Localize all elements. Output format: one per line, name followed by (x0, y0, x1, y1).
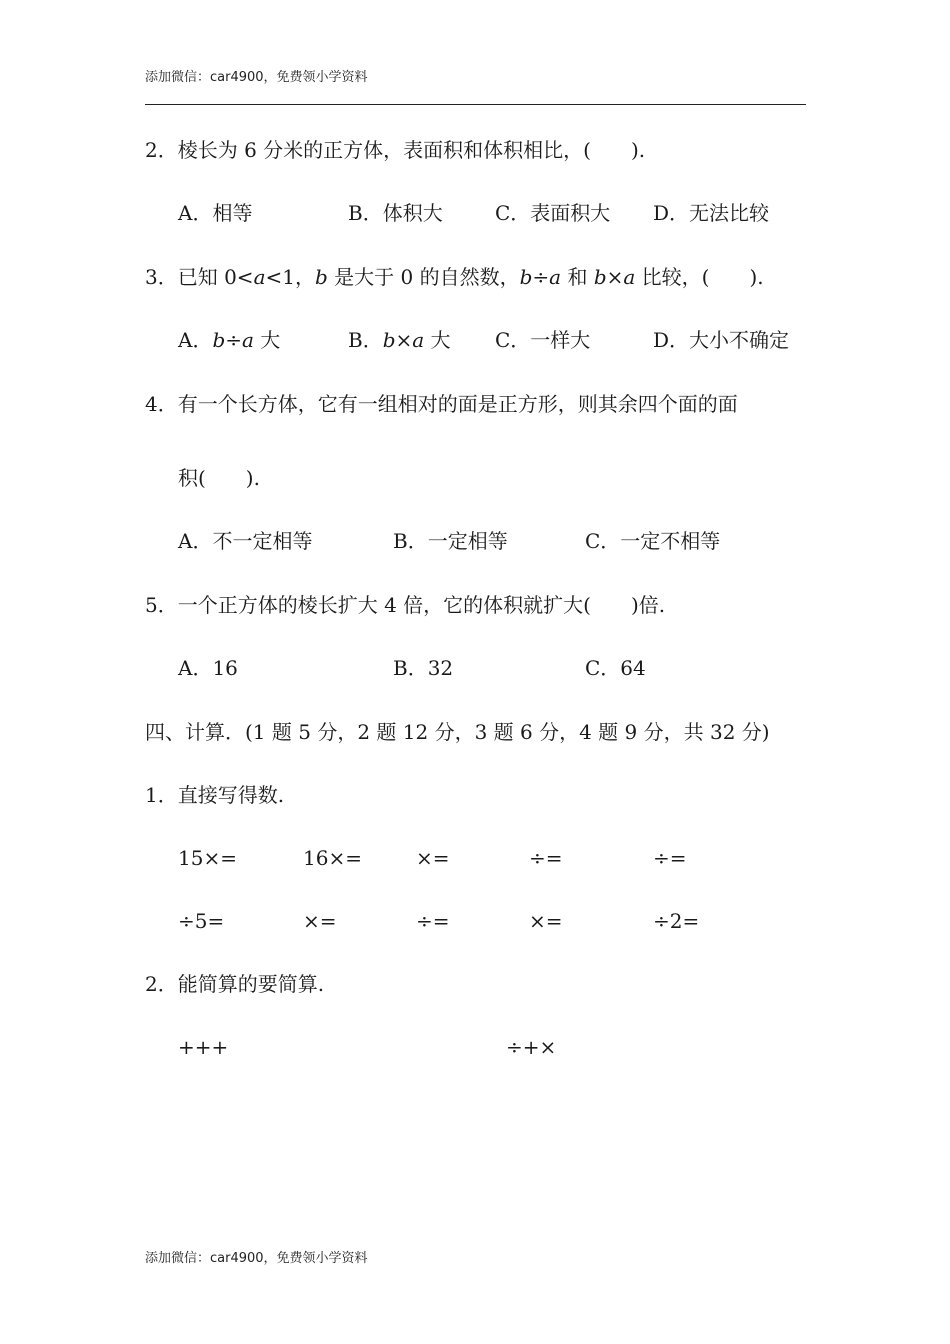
q2-option-d: D．无法比较 (653, 201, 770, 225)
page-footer-note: 添加微信：car4900，免费领小学资料 (145, 1251, 368, 1266)
q4-option-b: B．一定相等 (393, 529, 508, 553)
q3-option-d: D．大小不确定 (653, 328, 790, 352)
q2-option-a: A．相等 (178, 201, 253, 225)
q3-option-b (348, 326, 451, 354)
q3-stem (145, 263, 764, 291)
section4-title: 四、计算．(1 题 5 分，2 题 12 分，3 题 6 分，4 题 9 分，共 32 分) (145, 720, 770, 744)
q3-stem-suffix: 比较，( ). (635, 265, 764, 289)
q3-expr-div: b÷a (519, 265, 562, 289)
q3-var-b: b (315, 265, 328, 289)
calc1-r2-item2: ×= (303, 909, 337, 933)
q2-option-c: C．表面积大 (495, 201, 611, 225)
calc1-r1-item2: 16×= (303, 846, 362, 870)
q3-stem-mid1: <1， (265, 265, 315, 289)
q3-stem-mid3: 和 (561, 265, 594, 289)
calc2-item1: +++ (178, 1035, 229, 1059)
q3-option-b-letter: B． (348, 328, 383, 352)
q3-option-a-letter: A． (178, 328, 213, 352)
calc1-r2-item1: ÷5= (178, 909, 225, 933)
q4-stem-line1: 4．有一个长方体，它有一组相对的面是正方形，则其余四个面的面 (145, 392, 738, 416)
q4-option-c: C．一定不相等 (585, 529, 721, 553)
q4-stem-line2: 积( ). (178, 466, 260, 490)
calc1-r2-item5: ÷2= (653, 909, 700, 933)
calc1-r2-item4: ×= (529, 909, 563, 933)
q3-stem-prefix: 3．已知 0< (145, 265, 254, 289)
q5-option-b: B．32 (393, 656, 454, 680)
q3-option-a-suffix: 大 (253, 328, 281, 352)
calc1-r1-item3: ×= (416, 846, 450, 870)
calc2-item2: ÷+× (506, 1035, 557, 1059)
calc1-r2-item3: ÷= (416, 909, 450, 933)
q2-stem: 2．棱长为 6 分米的正方体，表面积和体积相比，( ). (145, 138, 646, 162)
q3-stem-mid2: 是大于 0 的自然数， (327, 265, 520, 289)
q3-option-c: C．一样大 (495, 328, 591, 352)
calc1-r1-item4: ÷= (529, 846, 563, 870)
q3-expr-mul: b×a (593, 265, 636, 289)
calc1-r1-item5: ÷= (653, 846, 687, 870)
calc1-r1-item1: 15×= (178, 846, 237, 870)
q3-option-b-suffix: 大 (424, 328, 451, 352)
calc1-title: 1．直接写得数. (145, 783, 285, 807)
q2-option-b: B．体积大 (348, 201, 443, 225)
q3-option-a (178, 326, 280, 354)
q5-stem: 5．一个正方体的棱长扩大 4 倍，它的体积就扩大( )倍. (145, 593, 666, 617)
calc2-title: 2．能简算的要简算. (145, 972, 325, 996)
q4-option-a: A．不一定相等 (178, 529, 313, 553)
q5-option-a: A．16 (178, 656, 238, 680)
header-rule (145, 104, 806, 105)
q5-option-c: C．64 (585, 656, 646, 680)
q3-var-a: a (253, 265, 266, 289)
q3-option-b-expr: b×a (382, 328, 425, 352)
q3-option-a-expr: b÷a (212, 328, 254, 352)
page-header-note: 添加微信：car4900，免费领小学资料 (145, 70, 368, 85)
